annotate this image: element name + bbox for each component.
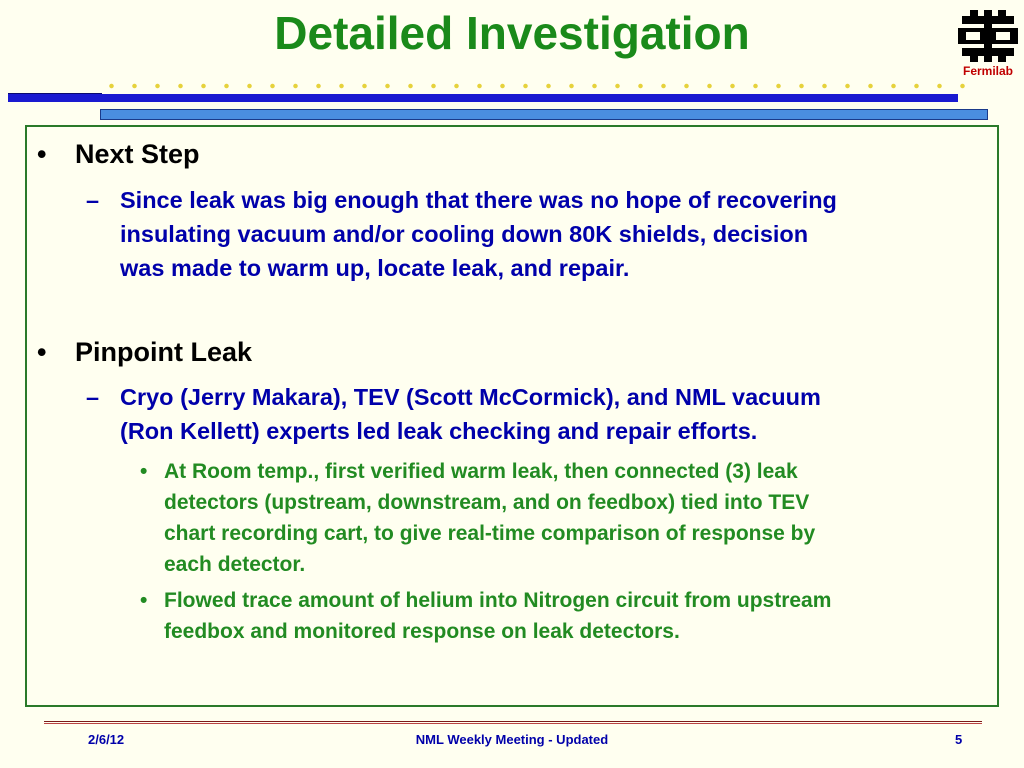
sub-sub-bullet-helium bbox=[140, 585, 994, 647]
fermilab-logo bbox=[956, 8, 1020, 82]
header-subbar bbox=[100, 109, 988, 120]
line: Cryo (Jerry Makara), TEV (Scott McCormick), and NML vacuum bbox=[120, 384, 821, 410]
bullet-text: Pinpoint Leak bbox=[75, 337, 253, 367]
title-dot-rule bbox=[100, 82, 980, 90]
line: (Ron Kellett) experts led leak checking and repair efforts. bbox=[120, 418, 758, 444]
sub-sub-bullet-room-temp bbox=[140, 456, 994, 580]
sub-bullet-experts bbox=[86, 380, 1000, 448]
line: chart recording cart, to give real-time comparison of response by bbox=[164, 522, 816, 545]
bullet-glyph: • bbox=[140, 460, 148, 483]
dash-glyph: – bbox=[86, 187, 100, 213]
bullet-glyph: • bbox=[37, 139, 47, 169]
fermilab-icon bbox=[956, 8, 1020, 64]
line: Since leak was big enough that there was no hope of recovering bbox=[120, 187, 837, 213]
footer-meeting: NML Weekly Meeting - Updated bbox=[415, 732, 609, 747]
line: feedbox and monitored response on leak detectors. bbox=[164, 620, 680, 643]
logo-label: Fermilab bbox=[962, 64, 1013, 78]
bullet-pinpoint-leak bbox=[37, 337, 253, 368]
bullet-glyph: • bbox=[37, 337, 47, 367]
line: At Room temp., first verified warm leak, then connected (3) leak bbox=[164, 460, 798, 483]
bullet-glyph: • bbox=[140, 589, 148, 612]
footer-rule bbox=[44, 721, 982, 724]
dash-glyph: – bbox=[86, 384, 100, 410]
line: each detector. bbox=[164, 553, 306, 576]
footer-page-number: 5 bbox=[955, 732, 963, 747]
footer-date: 2/6/12 bbox=[88, 732, 125, 747]
bullet-next-step bbox=[37, 139, 200, 170]
line: Flowed trace amount of helium into Nitrogen circuit from upstream bbox=[164, 589, 832, 612]
bullet-text: Next Step bbox=[75, 139, 200, 169]
line: detectors (upstream, downstream, and on feedbox) tied into TEV bbox=[164, 491, 810, 514]
line: was made to warm up, locate leak, and repair. bbox=[120, 255, 630, 281]
header-bar bbox=[8, 94, 958, 102]
slide-title: Detailed Investigation bbox=[274, 7, 750, 59]
line: insulating vacuum and/or cooling down 80K shields, decision bbox=[120, 221, 809, 247]
sub-bullet-decision bbox=[86, 183, 1000, 285]
